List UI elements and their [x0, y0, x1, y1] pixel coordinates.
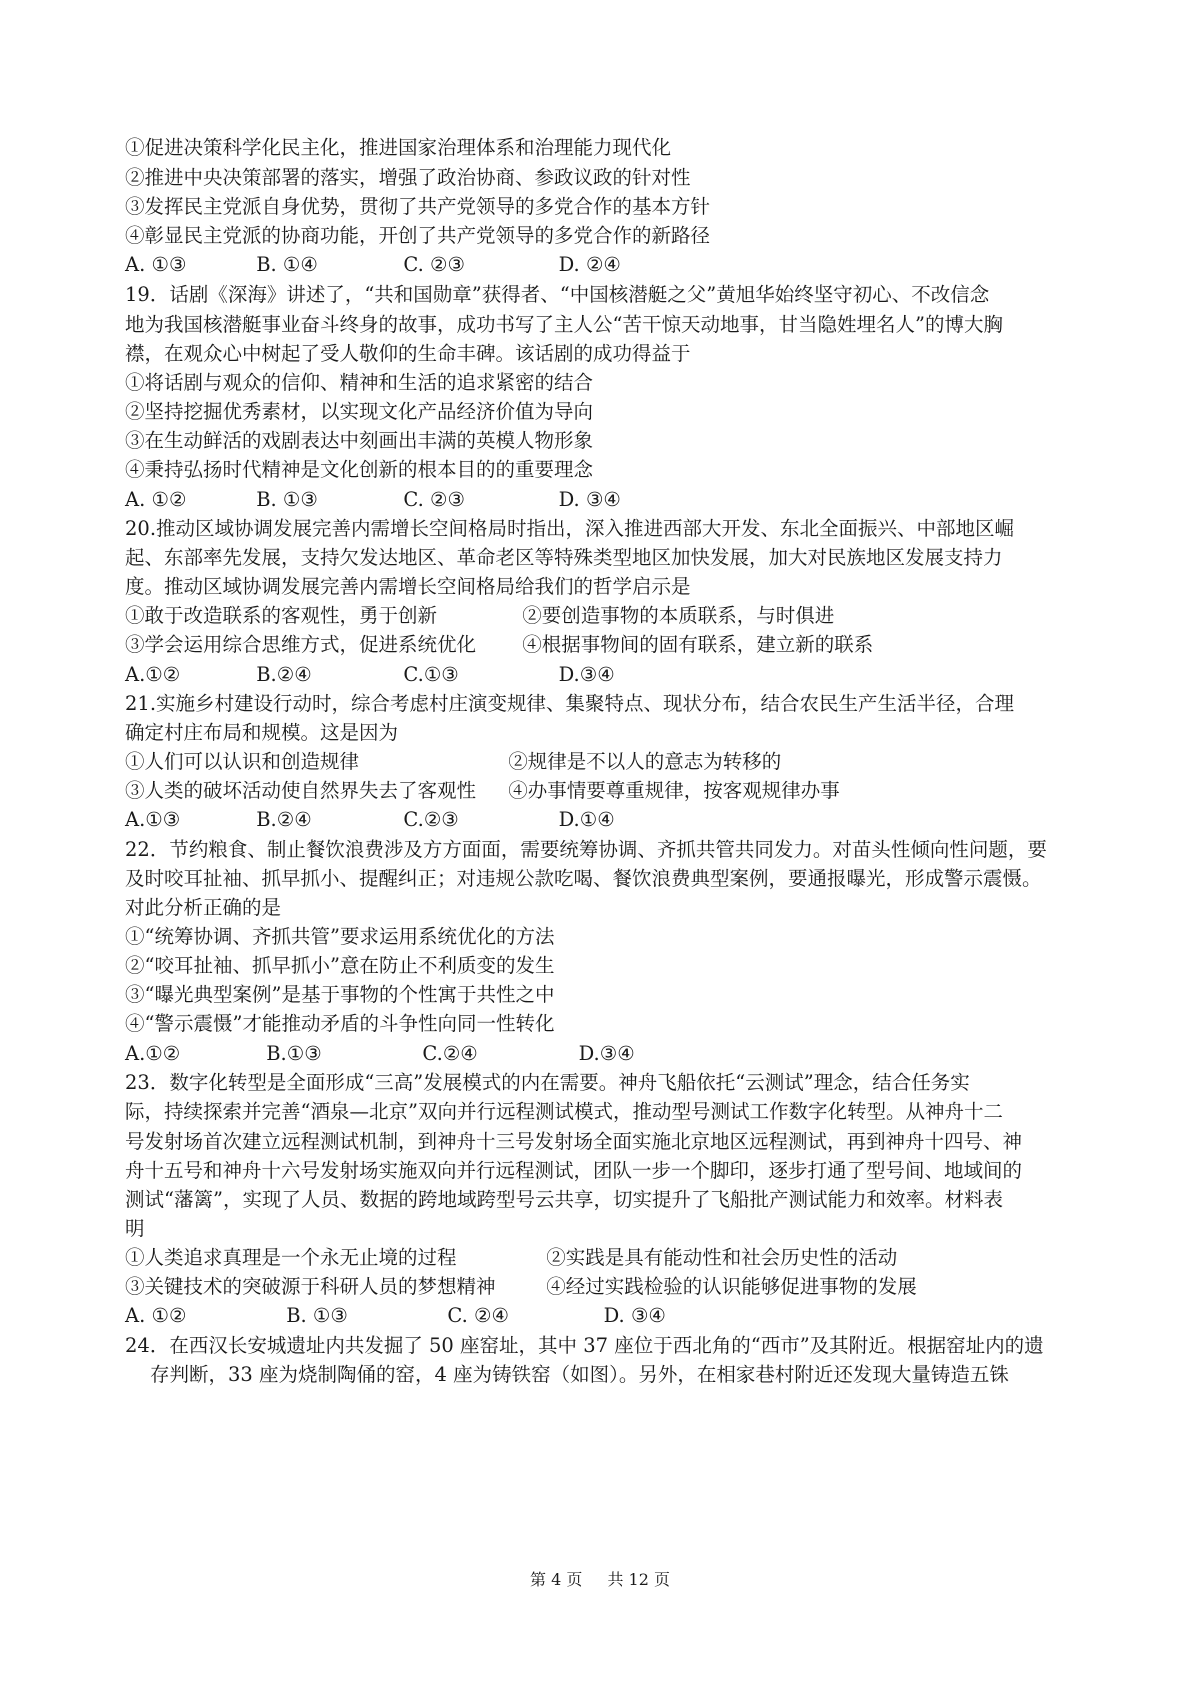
q20-stem-2: 起、东部率先发展，支持欠发达地区、革命老区等特殊类型地区加快发展，加大对民族地区发展支持力 — [125, 546, 1003, 569]
q23-option-c: C. ②④ — [447, 1304, 509, 1327]
q19-item-4: ④秉持弘扬时代精神是文化创新的根本目的的重要理念 — [125, 458, 594, 481]
q22-option-a: A.①② — [125, 1042, 181, 1065]
q21-item-1: ①人们可以认识和创造规律 — [125, 750, 360, 773]
q23-stem-1: 23．数字化转型是全面形成“三高”发展模式的内在需要。神舟飞船依托“云测试”理念，结合任务实 — [125, 1071, 970, 1094]
q22-stem-1: 22．节约粮食、制止餐饮浪费涉及方方面面，需要统筹协调、齐抓共管共同发力。对苗头性倾向性问题，要 — [125, 838, 1047, 861]
q18-option-c: C. ②③ — [403, 253, 465, 276]
q21-stem-2: 确定村庄布局和规模。这是因为 — [125, 721, 399, 744]
q23-stem-2: 际，持续探索并完善“酒泉—北京”双向并行远程测试模式，推动型号测试工作数字化转型。从神舟十二 — [125, 1100, 1003, 1123]
q20-item-4: ④根据事物间的固有联系，建立新的联系 — [522, 633, 874, 656]
q21-option-d: D.①④ — [558, 808, 615, 831]
q21-stem-1: 21.实施乡村建设行动时，综合考虑村庄演变规律、集聚特点、现状分布，结合农民生产生活半径，合理 — [125, 692, 1015, 715]
q19-option-b: B. ①③ — [256, 488, 318, 511]
q20-stem-3: 度。推动区域协调发展完善内需增长空间格局给我们的哲学启示是 — [125, 575, 691, 598]
q21-items-row-1 — [125, 746, 781, 778]
q22-options — [125, 1038, 635, 1070]
q23-stem-5: 测试“藩篱”，实现了人员、数据的跨地域跨型号云共享，切实提升了飞船批产测试能力和效率。材料表 — [125, 1188, 1003, 1211]
q21-item-4: ④办事情要尊重规律，按客观规律办事 — [508, 779, 840, 802]
q22-stem-2: 及时咬耳扯袖、抓早抓小、提醒纠正；对违规公款吃喝、餐饮浪费典型案例，要通报曝光，形成警示震慑。 — [125, 867, 1042, 890]
q23-option-a: A. ①② — [125, 1304, 187, 1327]
q23-stem-3: 号发射场首次建立远程测试机制，到神舟十三号发射场全面实施北京地区远程测试，再到神舟十四号、神 — [125, 1130, 1023, 1153]
q21-item-2: ②规律是不以人的意志为转移的 — [508, 750, 782, 773]
q22-item-1: ①“统筹协调、齐抓共管”要求运用系统优化的方法 — [125, 925, 555, 948]
q22-option-b: B.①③ — [266, 1042, 322, 1065]
q21-option-c: C.②③ — [403, 808, 459, 831]
q19-stem-3: 襟，在观众心中树起了受人敬仰的生命丰碑。该话剧的成功得益于 — [125, 342, 691, 365]
q22-option-c: C.②④ — [422, 1042, 478, 1065]
q18-item-1: ①促进决策科学化民主化，推进国家治理体系和治理能力现代化 — [125, 136, 672, 159]
q19-item-2: ②坚持挖掘优秀素材，以实现文化产品经济价值为导向 — [125, 400, 594, 423]
q19-option-c: C. ②③ — [403, 488, 465, 511]
q23-option-d: D. ③④ — [603, 1304, 666, 1327]
q23-item-1: ①人类追求真理是一个永无止境的过程 — [125, 1246, 457, 1269]
q20-options — [125, 659, 615, 691]
q20-option-a: A.①② — [125, 663, 181, 686]
q24-stem-1: 24．在西汉长安城遗址内共发掘了 50 座窑址，其中 37 座位于西北角的“西市”及其附近。根据窑址内的遗 — [125, 1334, 1044, 1357]
q22-stem-3: 对此分析正确的是 — [125, 896, 282, 919]
q18-option-a: A. ①③ — [125, 253, 187, 276]
q22-option-d: D.③④ — [578, 1042, 635, 1065]
q21-option-a: A.①③ — [125, 808, 181, 831]
q22-item-3: ③“曝光典型案例”是基于事物的个性寓于共性之中 — [125, 983, 555, 1006]
page-total: 共 12 页 — [607, 1570, 670, 1589]
q24-stem-2: 存判断，33 座为烧制陶俑的窑，4 座为铸铁窑（如图）。另外，在相家巷村附近还发现大量铸造五铢 — [150, 1363, 1009, 1386]
page-footer — [0, 1568, 1200, 1592]
q20-item-1: ①敢于改造联系的客观性，勇于创新 — [125, 604, 438, 627]
q23-items-row-1 — [125, 1242, 897, 1274]
q21-items-row-2 — [125, 775, 840, 807]
q23-option-b: B. ①③ — [286, 1304, 348, 1327]
q18-option-b: B. ①④ — [256, 253, 318, 276]
q23-items-row-2 — [125, 1271, 917, 1303]
q20-option-b: B.②④ — [256, 663, 312, 686]
q19-stem-2: 地为我国核潜艇事业奋斗终身的故事，成功书写了主人公“苦干惊天动地事，甘当隐姓埋名人”的博大胸 — [125, 313, 1003, 336]
q20-option-d: D.③④ — [558, 663, 615, 686]
q19-item-1: ①将话剧与观众的信仰、精神和生活的追求紧密的结合 — [125, 371, 594, 394]
q19-stem-1: 19．话剧《深海》讲述了，“共和国勋章”获得者、“中国核潜艇之父”黄旭华始终坚守初心、不改信念 — [125, 283, 990, 306]
q20-items-row-1 — [125, 600, 834, 632]
q21-option-b: B.②④ — [256, 808, 312, 831]
q20-stem-1: 20.推动区域协调发展完善内需增长空间格局时指出，深入推进西部大开发、东北全面振兴、中部地区崛 — [125, 517, 1015, 540]
q20-item-2: ②要创造事物的本质联系，与时俱进 — [522, 604, 835, 627]
q23-stem-4: 舟十五号和神舟十六号发射场实施双向并行远程测试，团队一步一个脚印，逐步打通了型号间、地域间的 — [125, 1159, 1023, 1182]
page-number: 第 4 页 — [530, 1570, 583, 1589]
q20-item-3: ③学会运用综合思维方式，促进系统优化 — [125, 633, 477, 656]
q21-item-3: ③人类的破坏活动使自然界失去了客观性 — [125, 779, 477, 802]
q18-item-3: ③发挥民主党派自身优势，贯彻了共产党领导的多党合作的基本方针 — [125, 195, 711, 218]
q23-item-3: ③关键技术的突破源于科研人员的梦想精神 — [125, 1275, 496, 1298]
q18-item-2: ②推进中央决策部署的落实，增强了政治协商、参政议政的针对性 — [125, 166, 691, 189]
q18-option-d: D. ②④ — [558, 253, 621, 276]
q19-option-d: D. ③④ — [558, 488, 621, 511]
q18-item-4: ④彰显民主党派的协商功能，开创了共产党领导的多党合作的新路径 — [125, 224, 711, 247]
q20-option-c: C.①③ — [403, 663, 459, 686]
q19-options — [125, 484, 621, 516]
q20-items-row-2 — [125, 629, 873, 661]
q22-item-4: ④“警示震慑”才能推动矛盾的斗争性向同一性转化 — [125, 1012, 555, 1035]
q19-item-3: ③在生动鲜活的戏剧表达中刻画出丰满的英模人物形象 — [125, 429, 594, 452]
q22-item-2: ②“咬耳扯袖、抓早抓小”意在防止不利质变的发生 — [125, 954, 555, 977]
q18-options — [125, 249, 621, 281]
q23-item-2: ②实践是具有能动性和社会历史性的活动 — [546, 1246, 898, 1269]
q21-options — [125, 804, 615, 836]
q19-option-a: A. ①② — [125, 488, 187, 511]
q23-options — [125, 1300, 666, 1332]
q23-item-4: ④经过实践检验的认识能够促进事物的发展 — [546, 1275, 917, 1298]
q23-stem-6: 明 — [125, 1217, 145, 1240]
